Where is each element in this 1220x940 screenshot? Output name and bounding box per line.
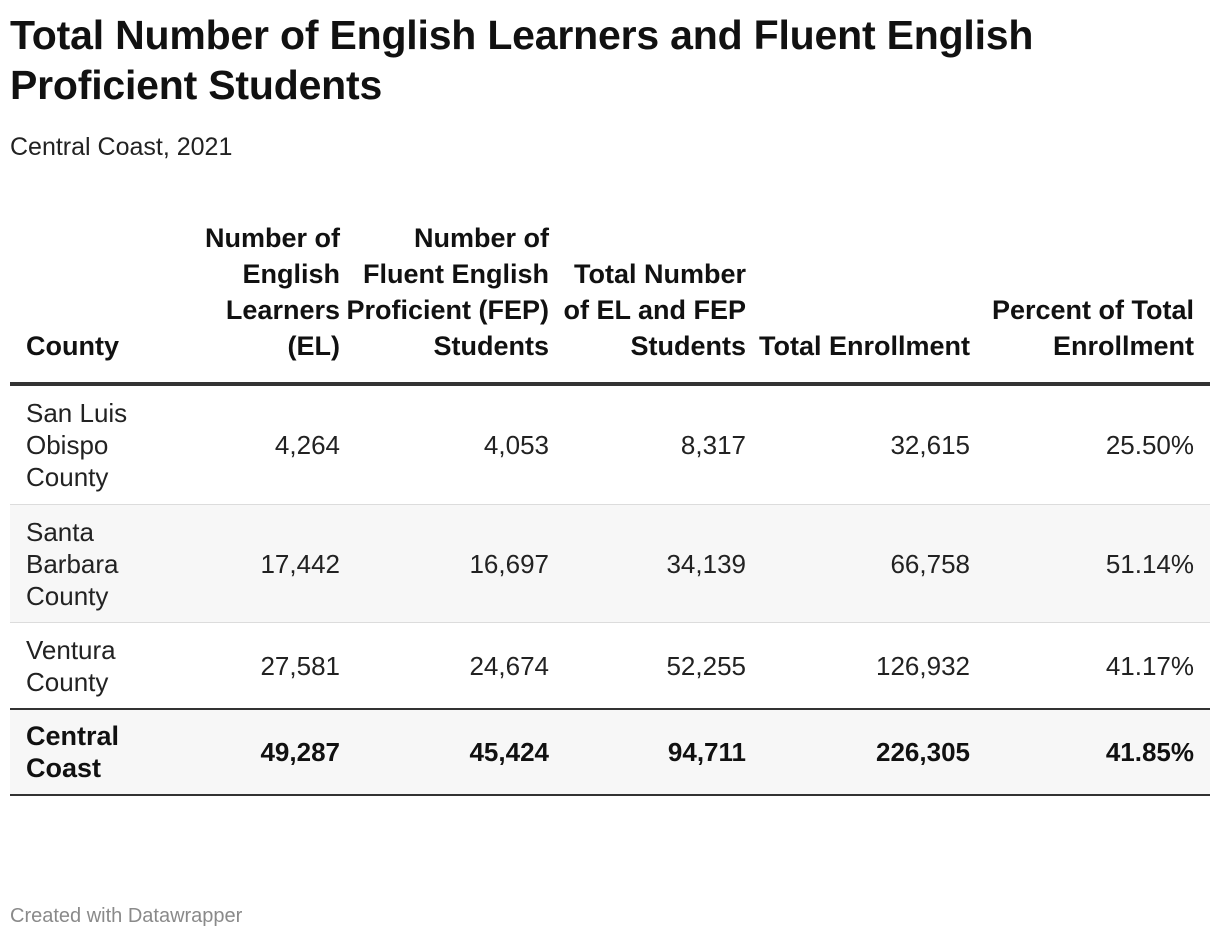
cell-fep: 16,697 bbox=[340, 505, 549, 623]
column-header-el[interactable]: Number of English Learners (EL) bbox=[170, 220, 340, 384]
column-header-fep[interactable]: Number of Fluent English Proficient (FEP) Students bbox=[340, 220, 549, 384]
footer-credit[interactable]: Created with Datawrapper bbox=[10, 905, 243, 927]
total-cell-el-fep-total: 94,711 bbox=[549, 709, 746, 795]
column-header-county[interactable]: County bbox=[10, 220, 170, 384]
header-row bbox=[10, 220, 1210, 384]
column-header-el-fep-total[interactable]: Total Number of EL and FEP Students bbox=[549, 220, 746, 384]
cell-percent: 41.17% bbox=[970, 623, 1210, 710]
total-cell-fep: 45,424 bbox=[340, 709, 549, 795]
cell-el: 17,442 bbox=[170, 505, 340, 623]
cell-el: 27,581 bbox=[170, 623, 340, 710]
cell-total-enrollment: 126,932 bbox=[746, 623, 970, 710]
total-cell-total-enrollment: 226,305 bbox=[746, 709, 970, 795]
column-header-percent[interactable]: Percent of Total Enrollment bbox=[970, 220, 1210, 384]
cell-county: Ventura County bbox=[10, 623, 170, 710]
cell-total-enrollment: 66,758 bbox=[746, 505, 970, 623]
cell-county: Santa Barbara County bbox=[10, 505, 170, 623]
chart-subtitle: Central Coast, 2021 bbox=[10, 133, 233, 161]
cell-el-fep-total: 34,139 bbox=[549, 505, 746, 623]
cell-percent: 51.14% bbox=[970, 505, 1210, 623]
cell-fep: 4,053 bbox=[340, 384, 549, 505]
cell-el-fep-total: 52,255 bbox=[549, 623, 746, 710]
data-table bbox=[10, 220, 1210, 796]
cell-county: San Luis Obispo County bbox=[10, 384, 170, 505]
chart-title: Total Number of English Learners and Fluent English Proficient Students bbox=[10, 12, 1034, 108]
table-row bbox=[10, 384, 1210, 505]
cell-percent: 25.50% bbox=[970, 384, 1210, 505]
total-cell-percent: 41.85% bbox=[970, 709, 1210, 795]
cell-fep: 24,674 bbox=[340, 623, 549, 710]
column-header-total-enrollment[interactable]: Total Enrollment bbox=[746, 220, 970, 384]
cell-el-fep-total: 8,317 bbox=[549, 384, 746, 505]
total-cell-el: 49,287 bbox=[170, 709, 340, 795]
total-cell-label: Central Coast bbox=[10, 709, 170, 795]
table-row bbox=[10, 505, 1210, 623]
chart-container bbox=[10, 10, 1210, 783]
table-row bbox=[10, 623, 1210, 710]
cell-el: 4,264 bbox=[170, 384, 340, 505]
cell-total-enrollment: 32,615 bbox=[746, 384, 970, 505]
total-row bbox=[10, 709, 1210, 795]
